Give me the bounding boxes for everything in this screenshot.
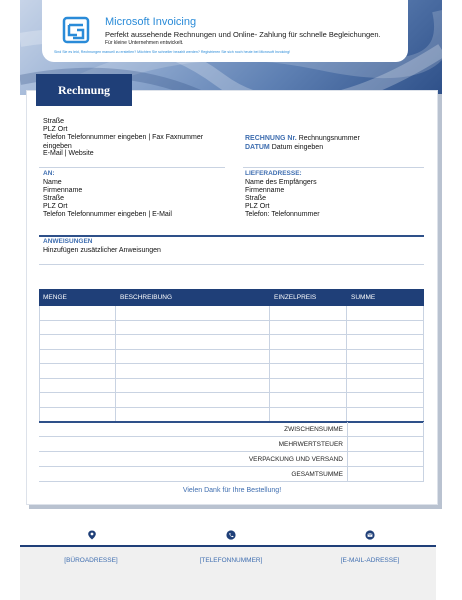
invoice-logo-icon xyxy=(62,16,90,44)
total-cell[interactable] xyxy=(347,321,424,335)
unit-price-cell[interactable] xyxy=(270,335,347,349)
thank-you-note: Vielen Dank für Ihre Bestellung! xyxy=(182,487,282,494)
description-cell[interactable] xyxy=(116,393,270,407)
bill-to-phone-email: Telefon Telefonnummer eingeben | E-Mail xyxy=(43,211,172,218)
invoice-number-value: Rechnungsnummer xyxy=(298,135,360,142)
bill-to-city: PLZ Ort xyxy=(43,203,68,210)
ship-to-name: Name des Empfängers xyxy=(245,179,317,186)
ship-to-phone: Telefon: Telefonnummer xyxy=(245,211,320,218)
instructions-heading: ANWEISUNGEN xyxy=(43,238,93,245)
table-row xyxy=(39,335,424,350)
table-row xyxy=(39,364,424,379)
promo-fine-print[interactable]: Sind Sie es leid, Rechnungen manuell zu erstellen? Möchten Sie schneller bezahlt werden? Registrieren Sie sich noch heute bei Microsoft Invoicing! xyxy=(54,50,291,54)
table-row xyxy=(39,408,424,423)
bill-to-company: Firmenname xyxy=(43,187,83,194)
instructions-rule-top xyxy=(39,235,424,237)
instructions-rule-bottom xyxy=(39,264,424,265)
items-table-body xyxy=(39,306,424,422)
shipping-value[interactable] xyxy=(347,452,424,466)
items-table-header xyxy=(39,289,424,306)
total-row xyxy=(39,467,424,482)
app-name: Microsoft Invoicing xyxy=(105,16,197,28)
subtotal-row xyxy=(39,422,424,437)
invoice-number-label: RECHNUNG Nr. xyxy=(245,135,297,142)
quantity-cell[interactable] xyxy=(39,393,116,407)
unit-price-cell[interactable] xyxy=(270,379,347,393)
total-cell[interactable] xyxy=(347,379,424,393)
subtotal-value[interactable] xyxy=(347,422,424,436)
invoice-date-label: DATUM xyxy=(245,144,270,151)
quantity-cell[interactable] xyxy=(39,379,116,393)
sender-phone-fax: Telefon Telefonnummer eingeben | Fax Faxnummer eingeben xyxy=(43,134,204,150)
phone-icon xyxy=(226,530,236,540)
total-cell[interactable] xyxy=(347,306,424,320)
sender-email-web: E-Mail | Website xyxy=(43,150,94,157)
quantity-cell[interactable] xyxy=(39,335,116,349)
items-table xyxy=(39,289,424,422)
divider-left xyxy=(39,167,225,168)
invoice-date-value: Datum eingeben xyxy=(271,144,324,151)
unit-price-cell[interactable] xyxy=(270,321,347,335)
ship-to-street: Straße xyxy=(245,195,267,202)
description-cell[interactable] xyxy=(116,408,270,422)
shipping-label: VERPACKUNG UND VERSAND xyxy=(248,456,343,463)
table-row xyxy=(39,350,424,365)
divider-right xyxy=(243,167,424,168)
quantity-cell[interactable] xyxy=(39,364,116,378)
col-description: BESCHREIBUNG xyxy=(120,294,173,301)
ship-to-city: PLZ Ort xyxy=(245,203,270,210)
description-cell[interactable] xyxy=(116,379,270,393)
sender-street: Straße xyxy=(43,118,65,125)
promo-card[interactable] xyxy=(42,0,408,62)
tax-value[interactable] xyxy=(347,437,424,451)
invoice-number xyxy=(245,134,360,143)
unit-price-cell[interactable] xyxy=(270,364,347,378)
ship-to-heading: LIEFERADRESSE: xyxy=(245,170,302,177)
description-cell[interactable] xyxy=(116,321,270,335)
description-cell[interactable] xyxy=(116,335,270,349)
app-subline: Für kleine Unternehmen entwickelt. xyxy=(105,40,184,46)
bill-to-street: Straße xyxy=(43,195,65,202)
invoice-date xyxy=(245,143,323,152)
unit-price-cell[interactable] xyxy=(270,350,347,364)
total-cell[interactable] xyxy=(347,393,424,407)
col-total: SUMME xyxy=(351,294,376,301)
unit-price-cell[interactable] xyxy=(270,306,347,320)
total-cell[interactable] xyxy=(347,350,424,364)
table-row xyxy=(39,321,424,336)
col-quantity: MENGE xyxy=(43,294,67,301)
quantity-cell[interactable] xyxy=(39,350,116,364)
table-row xyxy=(39,379,424,394)
location-pin-icon xyxy=(87,530,97,540)
shipping-row xyxy=(39,452,424,467)
invoice-title: Rechnung xyxy=(36,74,132,106)
footer-phone[interactable]: [TELEFONNUMMER] xyxy=(199,557,263,564)
table-row xyxy=(39,393,424,408)
invoice-sheet xyxy=(26,83,438,505)
unit-price-cell[interactable] xyxy=(270,393,347,407)
subtotal-label: ZWISCHENSUMME xyxy=(284,426,343,433)
quantity-cell[interactable] xyxy=(39,408,116,422)
bill-to-heading: AN: xyxy=(43,170,55,177)
ship-to-company: Firmenname xyxy=(245,187,285,194)
unit-price-cell[interactable] xyxy=(270,408,347,422)
description-cell[interactable] xyxy=(116,364,270,378)
total-value[interactable] xyxy=(347,467,424,481)
footer-email[interactable]: [E-MAIL-ADRESSE] xyxy=(340,557,400,564)
total-cell[interactable] xyxy=(347,335,424,349)
table-row xyxy=(39,306,424,321)
total-cell[interactable] xyxy=(347,364,424,378)
email-icon xyxy=(365,530,375,540)
footer xyxy=(20,545,436,600)
description-cell[interactable] xyxy=(116,306,270,320)
total-cell[interactable] xyxy=(347,408,424,422)
tax-label: MEHRWERTSTEUER xyxy=(278,441,343,448)
app-tagline: Perfekt aussehende Rechnungen und Online- Zahlung für schnelle Begleichungen. xyxy=(105,30,381,39)
bill-to-name: Name xyxy=(43,179,62,186)
tax-row xyxy=(39,437,424,452)
col-unit-price: EINZELPREIS xyxy=(274,294,317,301)
footer-address[interactable]: [BÜROADRESSE] xyxy=(64,557,118,564)
description-cell[interactable] xyxy=(116,350,270,364)
total-label: GESAMTSUMME xyxy=(291,471,343,478)
instructions-text[interactable]: Hinzufügen zusätzlicher Anweisungen xyxy=(43,247,161,254)
sender-city: PLZ Ort xyxy=(43,126,68,133)
quantity-cell[interactable] xyxy=(39,321,116,335)
quantity-cell[interactable] xyxy=(39,306,116,320)
